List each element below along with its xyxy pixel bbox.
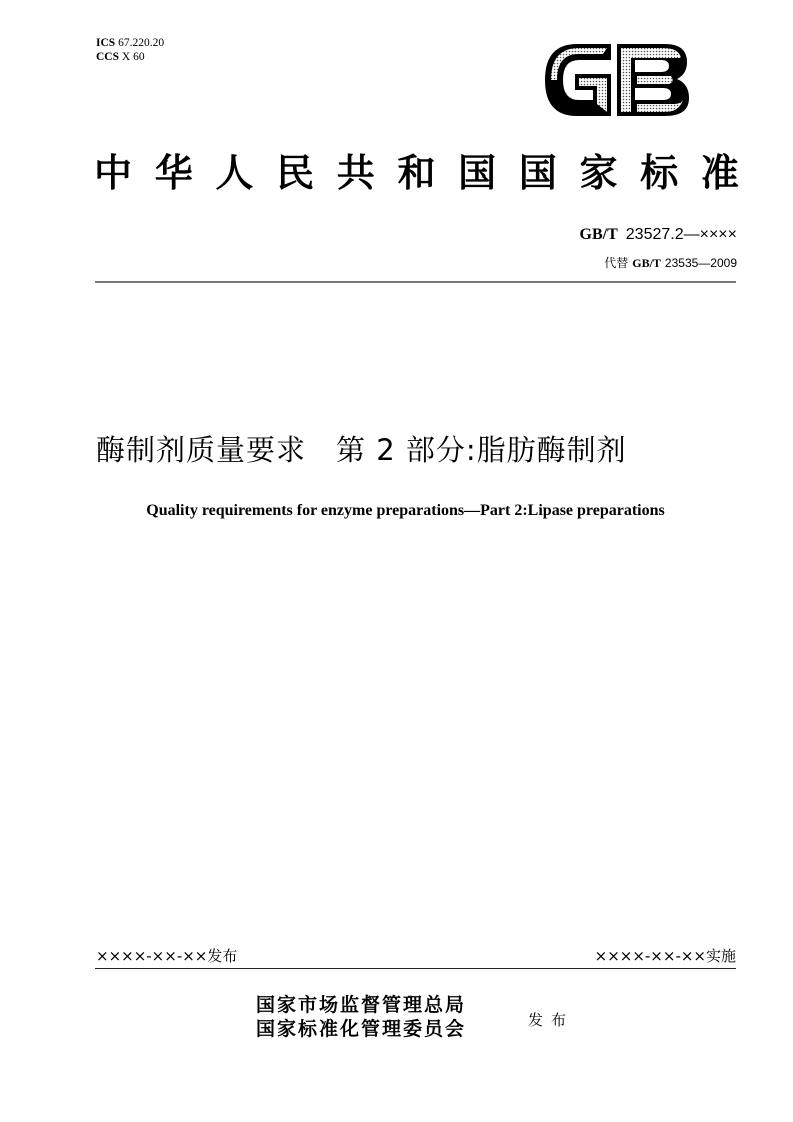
gb-logo-icon	[541, 38, 693, 122]
header-divider	[95, 281, 736, 283]
issuing-organizations	[256, 993, 466, 1041]
national-standard-heading: 中 华 人 民 共 和 国 国 家 标 准	[94, 150, 739, 195]
implement-date: ××××-××-××实施	[594, 947, 736, 965]
document-title-chinese: 酶制剂质量要求 第 2 部分:脂肪酶制剂	[96, 433, 627, 467]
issue-label: 发布	[528, 1011, 575, 1029]
standard-number: GB/T 23527.2—××××	[579, 226, 737, 243]
footer-divider	[95, 968, 736, 969]
ccs-code: CCS X 60	[96, 51, 145, 63]
issuer-samr: 国家市场监督管理总局	[256, 994, 467, 1016]
document-title-english: Quality requirements for enzyme preparations—Part 2:Lipase preparations	[146, 502, 665, 519]
ics-code: ICS 67.220.20	[96, 37, 165, 49]
classification-codes	[96, 36, 164, 64]
issuer-sac: 国家标准化管理委员会	[256, 1018, 467, 1040]
publish-date: ××××-××-××发布	[96, 947, 238, 965]
replaces-standard: 代替 GB/T 23535—2009	[604, 256, 737, 270]
